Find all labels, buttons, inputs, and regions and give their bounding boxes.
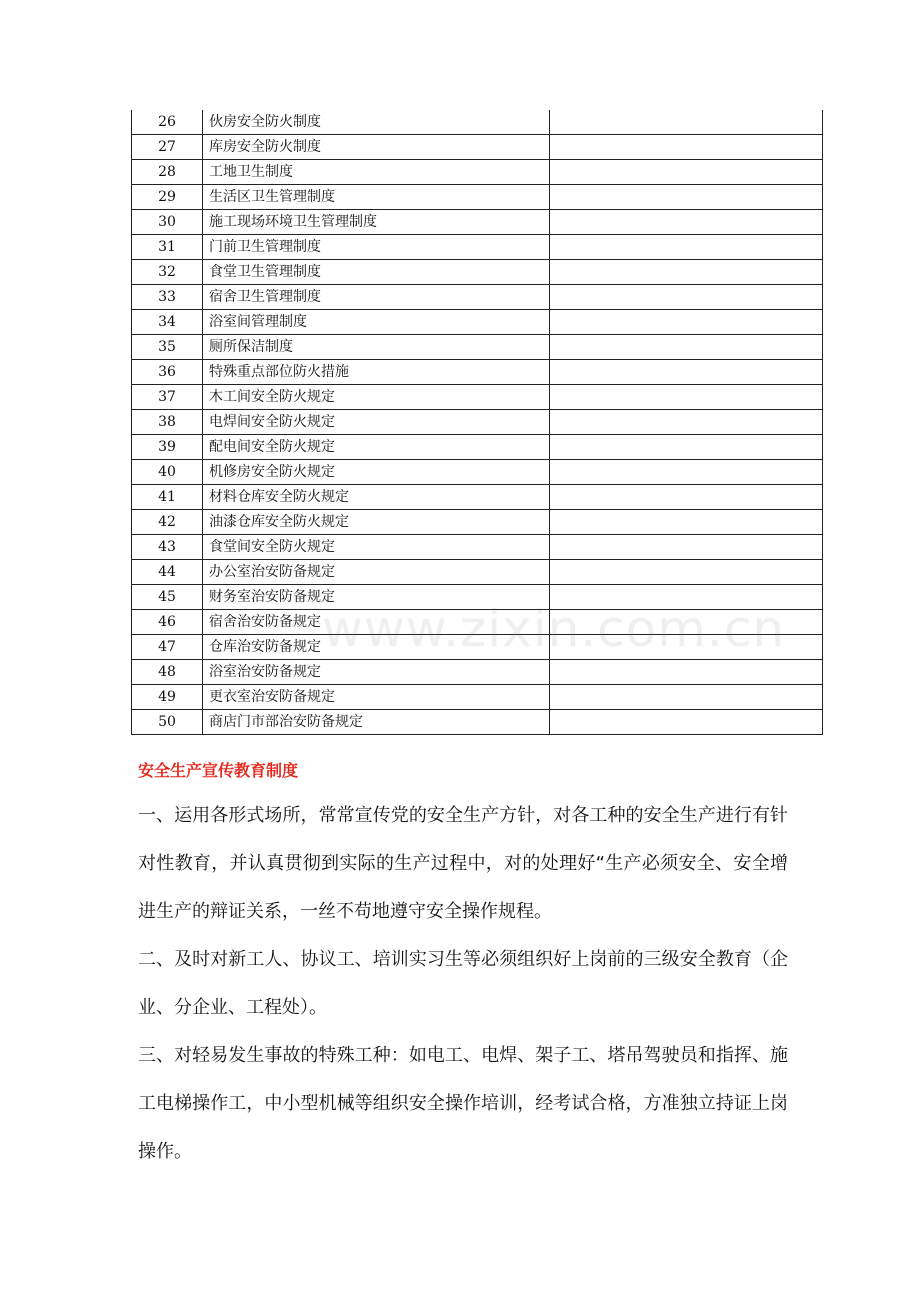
regulation-name-cell: 电焊间安全防火规定 bbox=[203, 410, 550, 435]
watermark: www.zixin.com.cn bbox=[322, 600, 786, 658]
regulation-name-cell: 宿舍卫生管理制度 bbox=[203, 285, 550, 310]
table-row bbox=[132, 435, 823, 460]
row-number-cell: 50 bbox=[132, 710, 203, 735]
regulations-table bbox=[131, 110, 823, 735]
row-number-cell: 32 bbox=[132, 260, 203, 285]
table-row bbox=[132, 485, 823, 510]
remark-cell bbox=[550, 310, 823, 335]
table-row bbox=[132, 635, 823, 660]
table-row bbox=[132, 110, 823, 135]
row-number-cell: 33 bbox=[132, 285, 203, 310]
regulation-name-cell: 材料仓库安全防火规定 bbox=[203, 485, 550, 510]
row-number-cell: 43 bbox=[132, 535, 203, 560]
remark-cell bbox=[550, 260, 823, 285]
row-number-cell: 28 bbox=[132, 160, 203, 185]
regulation-name-cell: 工地卫生制度 bbox=[203, 160, 550, 185]
table-row bbox=[132, 310, 823, 335]
remark-cell bbox=[550, 335, 823, 360]
row-number-cell: 29 bbox=[132, 185, 203, 210]
row-number-cell: 47 bbox=[132, 635, 203, 660]
remark-cell bbox=[550, 360, 823, 385]
row-number-cell: 38 bbox=[132, 410, 203, 435]
regulation-name-cell: 机修房安全防火规定 bbox=[203, 460, 550, 485]
remark-cell bbox=[550, 460, 823, 485]
regulation-name-cell: 伙房安全防火制度 bbox=[203, 110, 550, 135]
remark-cell bbox=[550, 385, 823, 410]
table-row bbox=[132, 210, 823, 235]
table-row bbox=[132, 535, 823, 560]
remark-cell bbox=[550, 235, 823, 260]
paragraph-2: 二、及时对新工人、协议工、培训实习生等必须组织好上岗前的三级安全教育（企业、分企业、工程处）。 bbox=[138, 949, 788, 1018]
row-number-cell: 44 bbox=[132, 560, 203, 585]
table-row bbox=[132, 560, 823, 585]
row-number-cell: 34 bbox=[132, 310, 203, 335]
table-row bbox=[132, 135, 823, 160]
table-row bbox=[132, 410, 823, 435]
regulation-name-cell: 厕所保洁制度 bbox=[203, 335, 550, 360]
row-number-cell: 35 bbox=[132, 335, 203, 360]
remark-cell bbox=[550, 135, 823, 160]
table-row bbox=[132, 160, 823, 185]
regulation-name-cell: 浴室间管理制度 bbox=[203, 310, 550, 335]
regulations-table-body bbox=[132, 110, 823, 735]
row-number-cell: 26 bbox=[132, 110, 203, 135]
regulation-name-cell: 生活区卫生管理制度 bbox=[203, 185, 550, 210]
remark-cell bbox=[550, 560, 823, 585]
row-number-cell: 40 bbox=[132, 460, 203, 485]
table-row bbox=[132, 685, 823, 710]
row-number-cell: 45 bbox=[132, 585, 203, 610]
remark-cell bbox=[550, 110, 823, 135]
table-row bbox=[132, 260, 823, 285]
regulation-name-cell: 财务室治安防备规定 bbox=[203, 585, 550, 610]
remark-cell bbox=[550, 185, 823, 210]
remark-cell bbox=[550, 535, 823, 560]
row-number-cell: 41 bbox=[132, 485, 203, 510]
row-number-cell: 42 bbox=[132, 510, 203, 535]
remark-cell bbox=[550, 710, 823, 735]
remark-cell bbox=[550, 610, 823, 635]
table-row bbox=[132, 610, 823, 635]
regulation-name-cell: 仓库治安防备规定 bbox=[203, 635, 550, 660]
remark-cell bbox=[550, 485, 823, 510]
remark-cell bbox=[550, 410, 823, 435]
regulation-name-cell: 库房安全防火制度 bbox=[203, 135, 550, 160]
regulation-name-cell: 食堂卫生管理制度 bbox=[203, 260, 550, 285]
remark-cell bbox=[550, 160, 823, 185]
regulation-name-cell: 宿舍治安防备规定 bbox=[203, 610, 550, 635]
row-number-cell: 49 bbox=[132, 685, 203, 710]
table-row bbox=[132, 385, 823, 410]
remark-cell bbox=[550, 585, 823, 610]
regulation-name-cell: 特殊重点部位防火措施 bbox=[203, 360, 550, 385]
table-row bbox=[132, 585, 823, 610]
table-row bbox=[132, 285, 823, 310]
remark-cell bbox=[550, 285, 823, 310]
row-number-cell: 39 bbox=[132, 435, 203, 460]
table-row bbox=[132, 460, 823, 485]
remark-cell bbox=[550, 210, 823, 235]
regulation-name-cell: 浴室治安防备规定 bbox=[203, 660, 550, 685]
remark-cell bbox=[550, 635, 823, 660]
row-number-cell: 27 bbox=[132, 135, 203, 160]
regulation-name-cell: 更衣室治安防备规定 bbox=[203, 685, 550, 710]
regulation-name-cell: 商店门市部治安防备规定 bbox=[203, 710, 550, 735]
row-number-cell: 37 bbox=[132, 385, 203, 410]
regulation-name-cell: 施工现场环境卫生管理制度 bbox=[203, 210, 550, 235]
regulation-name-cell: 办公室治安防备规定 bbox=[203, 560, 550, 585]
remark-cell bbox=[550, 435, 823, 460]
remark-cell bbox=[550, 685, 823, 710]
table-row bbox=[132, 335, 823, 360]
row-number-cell: 36 bbox=[132, 360, 203, 385]
table-row bbox=[132, 235, 823, 260]
regulation-name-cell: 食堂间安全防火规定 bbox=[203, 535, 550, 560]
row-number-cell: 31 bbox=[132, 235, 203, 260]
row-number-cell: 46 bbox=[132, 610, 203, 635]
row-number-cell: 30 bbox=[132, 210, 203, 235]
regulation-name-cell: 木工间安全防火规定 bbox=[203, 385, 550, 410]
table-row bbox=[132, 185, 823, 210]
remark-cell bbox=[550, 510, 823, 535]
row-number-cell: 48 bbox=[132, 660, 203, 685]
section-title: 安全生产宣传教育制度 bbox=[138, 761, 299, 780]
regulation-name-cell: 门前卫生管理制度 bbox=[203, 235, 550, 260]
paragraph-1: 一、运用各形式场所，常常宣传党的安全生产方针，对各工种的安全生产进行有针对性教育，并认真贯彻到实际的生产过程中，对的处理好“生产必须安全、安全增进生产的辩证关系，一丝不苟地遵守安全操作规程。 bbox=[138, 805, 788, 922]
regulation-name-cell: 配电间安全防火规定 bbox=[203, 435, 550, 460]
table-row bbox=[132, 710, 823, 735]
paragraph-3: 三、对轻易发生事故的特殊工种：如电工、电焊、架子工、塔吊驾驶员和指挥、施工电梯操作工，中小型机械等组织安全操作培训，经考试合格，方准独立持证上岗操作。 bbox=[138, 1045, 788, 1162]
table-row bbox=[132, 360, 823, 385]
table-row bbox=[132, 660, 823, 685]
table-row bbox=[132, 510, 823, 535]
regulation-name-cell: 油漆仓库安全防火规定 bbox=[203, 510, 550, 535]
remark-cell bbox=[550, 660, 823, 685]
